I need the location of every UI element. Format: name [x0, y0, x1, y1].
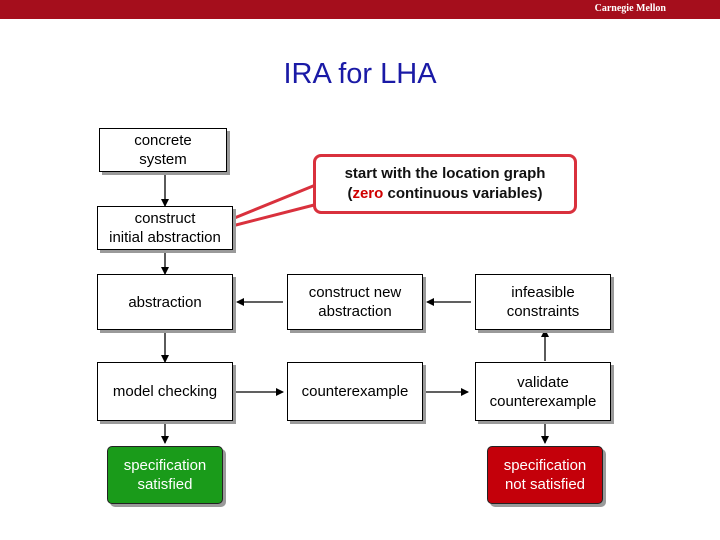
callout-line-2-rest: continuous variables) [383, 185, 543, 202]
specification-satisfied-label: specification satisfied [123, 457, 207, 493]
callout-line-1: start with the location graph [344, 165, 546, 182]
construct-new-abstraction-label: construct new abstraction [308, 284, 402, 320]
callout-zero-highlight: zero [352, 185, 384, 202]
construct-initial-abstraction-label: construct initial abstraction [109, 210, 221, 246]
callout-pointer [232, 184, 318, 226]
callout-line-2 [347, 184, 542, 204]
model-checking-label: model checking [112, 383, 218, 400]
specification-not-satisfied-label: specification not satisfied [503, 457, 587, 493]
counterexample-label: counterexample [301, 383, 409, 400]
specification-satisfied-box [107, 446, 223, 504]
callout-paren-open: ( [347, 185, 353, 202]
concrete-system-box [99, 128, 227, 172]
slide-title: IRA for LHA [283, 58, 437, 90]
counterexample-box [287, 362, 423, 421]
infeasible-constraints-label: infeasible constraints [506, 284, 580, 320]
construct-initial-abstraction-box [97, 206, 233, 250]
validate-counterexample-box [475, 362, 611, 421]
concrete-system-label: concrete system [134, 132, 192, 168]
infeasible-constraints-box [475, 274, 611, 330]
location-graph-callout [313, 154, 577, 214]
specification-not-satisfied-box [487, 446, 603, 504]
validate-counterexample-label: validate counterexample [489, 373, 597, 410]
abstraction-box [97, 274, 233, 330]
university-logo: Carnegie Mellon [594, 3, 666, 14]
abstraction-label: abstraction [128, 293, 202, 311]
construct-new-abstraction-box [287, 274, 423, 330]
model-checking-box [97, 362, 233, 421]
